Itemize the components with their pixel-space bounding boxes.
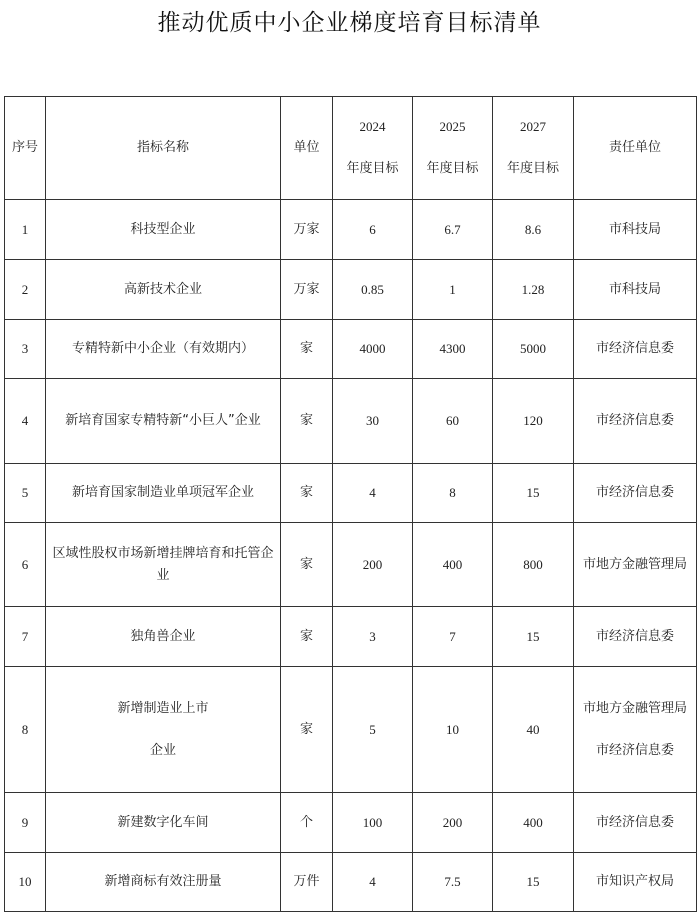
row-value-2025: 6.7 xyxy=(413,200,493,260)
row-name: 科技型企业 xyxy=(46,200,281,260)
row-unit: 家 xyxy=(281,523,333,607)
row-value-2025: 7.5 xyxy=(413,853,493,912)
row-seq: 7 xyxy=(5,607,46,667)
row-owner: 市科技局 xyxy=(574,200,697,260)
row-owner-line1: 市地方金融管理局 xyxy=(582,700,687,716)
row-value-2024: 100 xyxy=(333,793,413,853)
target-table xyxy=(4,96,697,912)
row-seq: 2 xyxy=(5,260,46,320)
row-unit: 万家 xyxy=(281,200,333,260)
row-owner: 市科技局 xyxy=(574,260,697,320)
row-owner: 市地方金融管理局 xyxy=(574,523,697,607)
header-seq: 序号 xyxy=(5,97,46,200)
document-title: 推动优质中小企业梯度培育目标清单 xyxy=(157,10,542,36)
row-owner: 市经济信息委 xyxy=(574,793,697,853)
row-value-2027: 15 xyxy=(493,607,574,667)
row-value-2027: 120 xyxy=(493,379,574,464)
row-seq: 4 xyxy=(5,379,46,464)
header-unit: 单位 xyxy=(281,97,333,200)
table-row xyxy=(5,260,697,320)
row-value-2024: 3 xyxy=(333,607,413,667)
row-name: 区域性股权市场新增挂牌培育和托管企业 xyxy=(46,523,281,607)
table-row xyxy=(5,464,697,523)
row-value-2025: 200 xyxy=(413,793,493,853)
row-owner: 市经济信息委 xyxy=(574,379,697,464)
row-name: 新建数字化车间 xyxy=(46,793,281,853)
row-name: 新培育国家制造业单项冠军企业 xyxy=(46,464,281,523)
row-name: 新培育国家专精特新“小巨人”企业 xyxy=(46,379,281,464)
header-2024 xyxy=(333,97,413,200)
table-row xyxy=(5,523,697,607)
row-value-2027: 800 xyxy=(493,523,574,607)
row-name xyxy=(46,667,281,793)
row-name: 高新技术企业 xyxy=(46,260,281,320)
row-owner: 市经济信息委 xyxy=(574,607,697,667)
table-row xyxy=(5,200,697,260)
header-2027-label: 年度目标 xyxy=(506,161,559,176)
row-value-2025: 7 xyxy=(413,607,493,667)
row-unit: 个 xyxy=(281,793,333,853)
row-value-2025: 4300 xyxy=(413,320,493,379)
row-value-2024: 0.85 xyxy=(333,260,413,320)
row-value-2024: 4 xyxy=(333,464,413,523)
row-value-2024: 200 xyxy=(333,523,413,607)
row-unit: 万家 xyxy=(281,260,333,320)
row-name-line1: 新增制造业上市 xyxy=(117,700,209,716)
row-owner: 市知识产权局 xyxy=(574,853,697,912)
row-seq: 1 xyxy=(5,200,46,260)
table-row xyxy=(5,793,697,853)
row-seq: 3 xyxy=(5,320,46,379)
row-name: 专精特新中小企业（有效期内） xyxy=(46,320,281,379)
row-seq: 8 xyxy=(5,667,46,793)
row-owner xyxy=(574,667,697,793)
header-2025-label: 年度目标 xyxy=(426,161,479,176)
header-2027 xyxy=(493,97,574,200)
row-value-2027: 400 xyxy=(493,793,574,853)
row-value-2024: 5 xyxy=(333,667,413,793)
row-value-2027: 5000 xyxy=(493,320,574,379)
header-owner: 责任单位 xyxy=(574,97,697,200)
row-value-2025: 1 xyxy=(413,260,493,320)
row-seq: 6 xyxy=(5,523,46,607)
table-row xyxy=(5,667,697,793)
row-value-2024: 6 xyxy=(333,200,413,260)
row-value-2027: 15 xyxy=(493,853,574,912)
row-value-2025: 60 xyxy=(413,379,493,464)
header-2025-year: 2025 xyxy=(439,119,466,134)
header-2027-year: 2027 xyxy=(520,119,546,134)
table-row xyxy=(5,607,697,667)
row-seq: 10 xyxy=(5,853,46,912)
row-name: 独角兽企业 xyxy=(46,607,281,667)
row-value-2024: 4000 xyxy=(333,320,413,379)
row-seq: 9 xyxy=(5,793,46,853)
row-owner-spacer xyxy=(578,720,692,740)
row-value-2024: 4 xyxy=(333,853,413,912)
row-owner: 市经济信息委 xyxy=(574,320,697,379)
row-owner-line2: 市经济信息委 xyxy=(595,742,674,758)
row-value-2027: 1.28 xyxy=(493,260,574,320)
row-value-2027: 8.6 xyxy=(493,200,574,260)
row-value-2024: 30 xyxy=(333,379,413,464)
row-unit: 家 xyxy=(281,607,333,667)
header-name: 指标名称 xyxy=(46,97,281,200)
row-owner: 市经济信息委 xyxy=(574,464,697,523)
row-value-2025: 400 xyxy=(413,523,493,607)
table-row xyxy=(5,320,697,379)
row-unit: 家 xyxy=(281,379,333,464)
table-row xyxy=(5,379,697,464)
row-value-2027: 15 xyxy=(493,464,574,523)
header-2025 xyxy=(413,97,493,200)
row-unit: 家 xyxy=(281,667,333,793)
header-2024-year: 2024 xyxy=(359,119,386,134)
header-2024-label: 年度目标 xyxy=(346,161,399,176)
row-value-2027: 40 xyxy=(493,667,574,793)
row-value-2025: 10 xyxy=(413,667,493,793)
row-name-line2: 企业 xyxy=(149,742,176,758)
table-row xyxy=(5,853,697,912)
row-name-spacer xyxy=(50,720,276,740)
row-unit: 万件 xyxy=(281,853,333,912)
table-header-row xyxy=(5,97,697,200)
row-unit: 家 xyxy=(281,320,333,379)
row-name: 新增商标有效注册量 xyxy=(46,853,281,912)
row-unit: 家 xyxy=(281,464,333,523)
row-value-2025: 8 xyxy=(413,464,493,523)
row-seq: 5 xyxy=(5,464,46,523)
